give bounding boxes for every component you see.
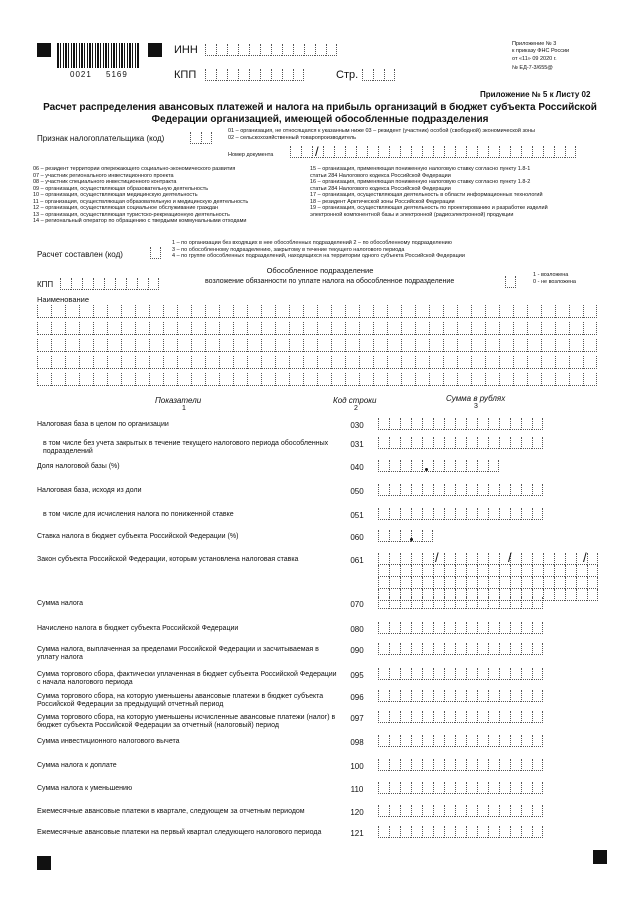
corner-marker-top-left: [37, 43, 51, 57]
row-field-095[interactable]: [378, 668, 543, 680]
appendix-line3: от «11» 09 2020 г.: [512, 56, 557, 62]
taxpayer-codes-right: [310, 166, 610, 218]
code-17: 17 – организация, осуществляющая деятельность в области информационных технологий: [310, 192, 543, 198]
calc-option-3: 4 – по группе обособленных подразделений, находящихся на территории одного субъекта Российской Федерации: [172, 253, 465, 259]
row-field-061[interactable]: [378, 553, 598, 565]
row-field-030[interactable]: [378, 418, 543, 430]
row-code-080: 080: [350, 625, 364, 634]
row-code-061: 061: [350, 556, 364, 565]
row-field-051[interactable]: [378, 508, 543, 520]
duty-option-1: 1 - возложена: [533, 272, 569, 278]
row-label-098: Сумма инвестиционного налогового вычета: [37, 738, 180, 745]
row-field-061-line[interactable]: [378, 577, 598, 589]
row-field-097[interactable]: [378, 711, 543, 723]
calc-options: [172, 240, 612, 260]
corner-marker-bottom-right: [593, 850, 607, 864]
row-code-090: 090: [350, 646, 364, 655]
kpp-label: КПП: [174, 69, 197, 81]
col-header-line-code-num: 2: [354, 405, 358, 412]
row-field-060[interactable]: [378, 530, 433, 542]
law-field-slash: /: [435, 550, 439, 565]
row-label-030: Налоговая база в целом по организации: [37, 421, 169, 428]
code-15-cont: статьи 284 Налогового кодекса Российской Федерации: [310, 172, 451, 179]
row-code-100: 100: [350, 762, 364, 771]
taxpayer-option-2: 02 – сельскохозяйственный товаропроизводитель: [228, 134, 356, 141]
duty-options: [533, 272, 576, 285]
row-label-061: Закон субъекта Российской Федерации, которым установлена налоговая ставка: [37, 556, 299, 563]
code-08: 08 – участник специального инвестиционного контракта: [33, 179, 177, 185]
duty-label: возложение обязанности по уплате налога на обособленное подразделение: [205, 278, 455, 285]
row-field-070[interactable]: [378, 597, 543, 609]
row-label-095: Сумма торгового сбора, фактически уплаченная в бюджет субъекта Российской Федерации с начала налогового периода: [37, 671, 337, 686]
code-19: 19 – организация, осуществляющая деятельность по проектированию и разработке изделий: [310, 205, 548, 211]
kpp-field[interactable]: [205, 69, 304, 81]
row-code-095: 095: [350, 671, 364, 680]
row-code-097: 097: [350, 714, 364, 723]
row-label-110: Сумма налога к уменьшению: [37, 785, 133, 792]
row-field-080[interactable]: [378, 622, 543, 634]
row-code-096: 096: [350, 693, 364, 702]
appendix-line4: № ЕД-7-3/655@: [512, 64, 553, 71]
barcode-number-left: 0021: [70, 70, 92, 79]
row-label-100: Сумма налога к доплате: [37, 762, 117, 769]
row-label-120: Ежемесячные авансовые платежи в квартале, следующем за отчетным периодом: [37, 808, 305, 815]
barcode: [57, 43, 139, 68]
row-label-097: Сумма торгового сбора, на которую уменьшены исчисленные авансовые платежи (налог) в бюджет субъекта Российской Федерации за отчетный (налоговый) период: [37, 714, 336, 729]
row-field-061-line[interactable]: [378, 565, 598, 577]
row-label-051: в том числе для исчисления налога по пониженной ставке: [43, 511, 234, 518]
appendix-line2: к приказу ФНС России: [512, 47, 570, 54]
code-16-cont: статьи 284 Налогового кодекса Российской Федерации: [310, 185, 451, 192]
row-code-040: 040: [350, 463, 364, 472]
row-label-090: Сумма налога, выплаченная за пределами Российской Федерации и засчитываемая в уплату налога: [37, 646, 319, 661]
code-11: 11 – организация, осуществляющая образовательную и медицинскую деятельность: [33, 198, 249, 205]
code-14: 14 – региональный оператор по обращению с твердыми коммунальными отходами: [33, 218, 247, 224]
form-title-line1: Расчет распределения авансовых платежей и налога на прибыль организаций в бюджет субъекта Российской: [43, 102, 597, 113]
appendix-line1: Приложение № 3: [512, 41, 557, 47]
row-code-121: 121: [350, 829, 364, 838]
row-label-080: Начислено налога в бюджет субъекта Российской Федерации: [37, 625, 239, 632]
row-field-090[interactable]: [378, 643, 543, 655]
calc-option-1: 1 – по организации без входящих в нее обособленных подразделений 2 – по обособленному подразделению: [172, 240, 452, 246]
name-field[interactable]: [37, 305, 597, 386]
inn-field[interactable]: [205, 44, 337, 56]
row-code-060: 060: [350, 533, 364, 542]
taxpayer-sign-label: Признак налогоплательщика (код): [37, 134, 165, 143]
subdivision-heading: Обособленное подразделение: [266, 266, 374, 275]
decimal-point: [410, 538, 413, 541]
row-field-110[interactable]: [378, 782, 543, 794]
inn-label: ИНН: [174, 44, 198, 56]
subdivision-kpp-field[interactable]: [60, 278, 159, 290]
law-field-slash: /: [583, 550, 587, 565]
code-07: 07 – участник регионального инвестиционного проекта: [33, 172, 174, 179]
subdivision-kpp-label: КПП: [37, 280, 54, 289]
corner-marker-bottom-left: [37, 856, 51, 870]
doc-number-slash: /: [315, 144, 319, 159]
row-field-050[interactable]: [378, 484, 543, 496]
row-code-031: 031: [350, 440, 364, 449]
code-16: 16 – организация, применяющая пониженную налоговую ставку согласно пункту 1.8-2: [310, 179, 531, 185]
law-field-slash: /: [508, 550, 512, 565]
code-19-cont: электронной компонентной базы и электронной (радиоэлектронной) продукции: [310, 211, 514, 218]
row-field-096[interactable]: [378, 690, 543, 702]
taxpayer-option-1: 01 – организация, не относящаяся к указанным ниже 03 – резидент (участник) особой (свободной) экономической зоны: [228, 128, 535, 134]
row-code-120: 120: [350, 808, 364, 817]
row-code-070: 070: [350, 600, 364, 609]
calc-code-field[interactable]: [150, 247, 161, 259]
code-15: 15 – организация, применяющая пониженную налоговую ставку согласно пункту 1.8-1: [310, 166, 531, 172]
appendix-block: [512, 41, 622, 71]
duty-field[interactable]: [505, 276, 516, 288]
code-10: 10 – организация, осуществляющая медицинскую деятельность: [33, 192, 198, 198]
code-18: 18 – резидент Арктической зоны Российской Федерации: [310, 198, 455, 205]
taxpayer-codes-left: [33, 166, 308, 225]
calc-code-label: Расчет составлен (код): [37, 250, 123, 259]
row-code-051: 051: [350, 511, 364, 520]
col-header-amount: Сумма в рублях: [446, 394, 506, 403]
row-label-031: в том числе без учета закрытых в течение текущего налогового периода обособленных подразделений: [43, 440, 329, 455]
code-06: 06 – резидент территории опережающего социально-экономического развития: [33, 166, 236, 172]
barcode-number-right: 5169: [106, 70, 128, 79]
row-field-031[interactable]: [378, 437, 543, 449]
row-code-030: 030: [350, 421, 364, 430]
calc-option-2: 3 – по обособленному подразделению, закрытому в течение текущего налогового периода: [172, 246, 405, 253]
row-code-050: 050: [350, 487, 364, 496]
corner-marker-top-mid: [148, 43, 162, 57]
row-field-040[interactable]: [378, 460, 499, 472]
taxpayer-sign-field[interactable]: [190, 132, 212, 144]
row-label-040: Доля налоговой базы (%): [37, 463, 120, 470]
code-12: 12 – организация, осуществляющая социальное обслуживание граждан: [33, 205, 219, 211]
row-label-096: Сумма торгового сбора, на которую уменьшены авансовые платежи в бюджет субъекта Российской Федерации за предыдущий отчетный период: [37, 693, 324, 708]
sheet-reference: Приложение № 5 к Листу 02: [480, 90, 591, 99]
row-field-120[interactable]: [378, 805, 543, 817]
row-label-060: Ставка налога в бюджет субъекта Российской Федерации (%): [37, 533, 239, 540]
code-09: 09 – организация, осуществляющая образовательную деятельность: [33, 185, 209, 192]
code-13: 13 – организация, осуществляющая туристско-рекреационную деятельность: [33, 211, 230, 218]
row-label-121: Ежемесячные авансовые платежи на первый квартал следующего налогового периода: [37, 829, 322, 836]
form-title-line2: Федерации организацией, имеющей обособленные подразделения: [151, 114, 489, 125]
row-field-121[interactable]: [378, 826, 543, 838]
doc-number-field[interactable]: [290, 146, 576, 158]
col-header-indicators-num: 1: [182, 405, 186, 412]
decimal-point: [425, 468, 428, 471]
col-header-line-code: Код строки: [333, 396, 377, 405]
taxpayer-options: [228, 128, 608, 141]
col-header-amount-num: 3: [474, 403, 478, 410]
page-field[interactable]: [362, 69, 395, 81]
duty-option-0: 0 - не возложена: [533, 278, 576, 285]
row-code-098: 098: [350, 738, 364, 747]
row-field-098[interactable]: [378, 735, 543, 747]
row-field-100[interactable]: [378, 759, 543, 771]
row-label-050: Налоговая база, исходя из доли: [37, 487, 142, 494]
doc-number-label: Номер документа: [228, 152, 274, 158]
row-code-110: 110: [350, 785, 364, 794]
page-label: Стр.: [336, 69, 359, 81]
name-label: Наименование: [37, 295, 89, 304]
col-header-indicators: Показатели: [155, 396, 202, 405]
row-label-070: Сумма налога: [37, 600, 84, 607]
